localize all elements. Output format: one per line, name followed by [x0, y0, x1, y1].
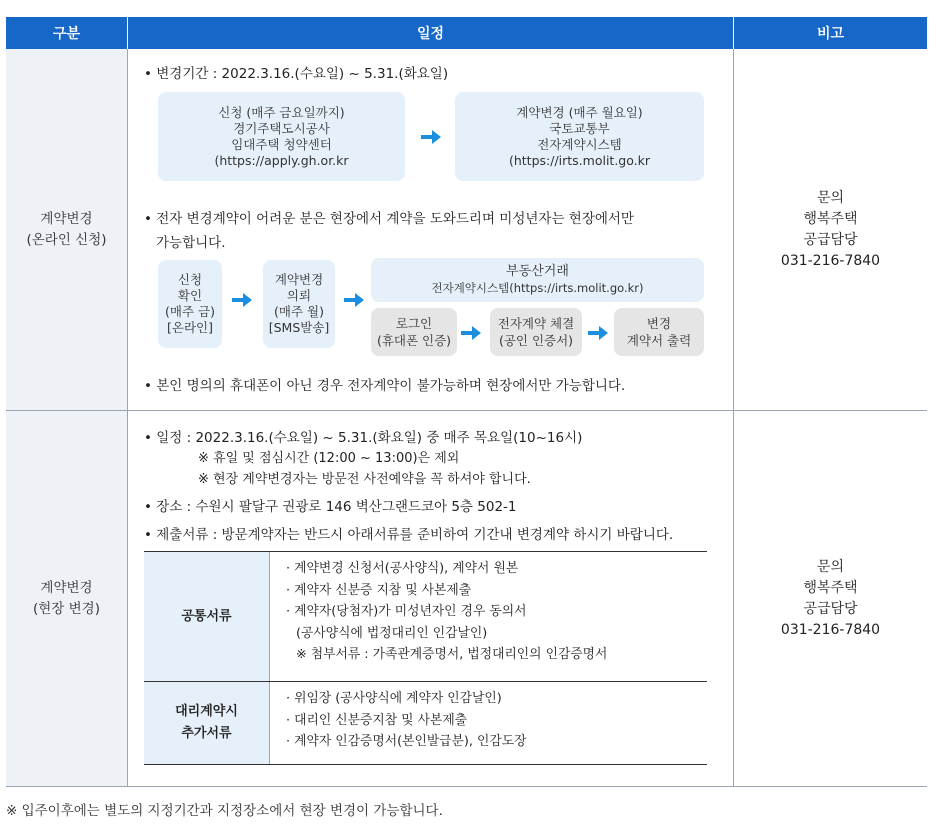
box-line: (휴대폰 인증): [376, 333, 452, 348]
remarks-phone: 031-216-7840: [780, 252, 881, 269]
login-box: [371, 308, 457, 356]
proxy-docs-list: [270, 682, 526, 764]
online-remarks: [734, 49, 927, 410]
onsite-place: • 장소 : 수원시 팔달구 권광로 146 벽산그랜드코아 5층 502-1: [144, 499, 517, 515]
online-schedule-cell: [128, 49, 734, 410]
header-remarks: 비고: [816, 26, 845, 42]
schedule-note-1: ※ 휴일 및 점심시간 (12:00 ~ 13:00)은 제외: [198, 451, 460, 466]
step-request-box: [263, 260, 335, 348]
header-schedule: 일정: [128, 17, 734, 49]
remarks-line: 문의: [816, 558, 845, 575]
box-line: 의뢰: [286, 288, 312, 303]
apply-box: [158, 92, 405, 181]
box-line: (https://apply.gh.or.kr: [214, 152, 349, 168]
label-line: (온라인 신청): [26, 231, 107, 248]
schedule-table: [6, 17, 927, 787]
box-line: (매주 월): [274, 304, 324, 319]
row-label-onsite: [6, 411, 128, 786]
box-line: 임대주택 청약센터: [231, 136, 332, 152]
table-header: [6, 17, 927, 49]
documents-table: [144, 551, 707, 765]
list-item: ※ 첨부서류 : 가족관계증명서, 법정대리인의 인감증명서: [296, 647, 608, 662]
box-line: 신청 (매주 금요일까지): [218, 104, 345, 120]
arrow-right-icon: [421, 130, 441, 144]
label-line: 추가서류: [181, 726, 232, 741]
arrow-right-icon: [461, 326, 481, 340]
list-item: · 계약변경 신청서(공사양식), 계약서 원본: [286, 561, 519, 576]
list-item: · 계약자 인감증명서(본인발급분), 인감도장: [286, 734, 527, 749]
box-line: [SMS발송]: [268, 320, 330, 335]
arrow-right-icon: [588, 326, 608, 340]
label-line: 계약변경: [40, 579, 93, 596]
electronic-note-line2: 가능합니다.: [156, 235, 226, 251]
label-line: 계약변경: [40, 210, 93, 227]
box-line: (https://irts.molit.go.kr: [508, 152, 651, 168]
proxy-docs-row: [144, 682, 707, 765]
onsite-schedule-cell: [128, 411, 734, 786]
list-item: (공사양식에 법정대리인 인감날인): [296, 625, 488, 641]
remarks-line: 행복주택: [803, 210, 858, 227]
common-docs-list: [270, 552, 607, 681]
docs-intro: • 제출서류 : 방문계약자는 반드시 아래서류를 준비하여 기간내 변경계약 하시기 바랍니다.: [144, 527, 674, 543]
sign-box: [490, 308, 582, 356]
list-item: · 대리인 신분증지참 및 사본제출: [286, 712, 468, 728]
change-box: [455, 92, 704, 181]
common-docs-label: 공통서류: [144, 552, 270, 681]
remarks-line: 공급담당: [803, 231, 858, 248]
header-category: 구분: [6, 17, 128, 49]
remarks-line: 공급담당: [803, 600, 858, 617]
box-title: 부동산거래: [506, 264, 569, 279]
table-row-onsite: [6, 411, 927, 787]
box-line: 전자계약시스템: [537, 136, 622, 152]
list-item: · 계약자 신분증 지참 및 사본제출: [286, 582, 472, 598]
remarks-line: 문의: [816, 189, 845, 206]
list-item: · 계약자(당첨자)가 미성년자인 경우 동의서: [286, 604, 527, 619]
onsite-remarks: [734, 411, 927, 786]
box-line: (공인 인증서): [498, 333, 574, 348]
box-line: (매주 금): [165, 304, 215, 319]
change-period: • 변경기간 : 2022.3.16.(수요일) ~ 5.31.(화요일): [144, 66, 449, 82]
electronic-note-line1: • 전자 변경계약이 어려운 분은 현장에서 계약을 도와드리며 미성년자는 현장에서만: [144, 211, 634, 227]
proxy-docs-label: [144, 682, 270, 764]
list-item: · 위임장 (공사양식에 계약자 인감날인): [286, 691, 502, 706]
print-box: [614, 308, 704, 356]
box-line: 경기주택도시공사: [233, 120, 330, 136]
onsite-schedule: • 일정 : 2022.3.16.(수요일) ~ 5.31.(화요일) 중 매주 목요일(10~16시): [144, 430, 583, 446]
step-apply-box: [158, 260, 222, 348]
box-subtitle: 전자계약시스템(https://irts.molit.go.kr): [431, 281, 644, 295]
box-line: 확인: [177, 288, 203, 303]
box-line: 변경: [646, 316, 672, 331]
arrow-right-icon: [232, 293, 252, 307]
remarks-phone: 031-216-7840: [780, 621, 881, 638]
footnote: ※ 입주이후에는 별도의 지정기간과 지정장소에서 현장 변경이 가능합니다.: [6, 803, 443, 819]
box-line: [온라인]: [167, 320, 213, 335]
box-line: 전자계약 체결: [497, 316, 575, 331]
box-line: 로그인: [395, 316, 433, 331]
arrow-right-icon: [344, 293, 364, 307]
remarks-line: 행복주택: [803, 579, 858, 596]
row-label-online: [6, 49, 128, 410]
box-line: 계약변경 (매주 월요일): [516, 104, 643, 120]
table-row-online: [6, 49, 927, 411]
box-line: 신청: [177, 272, 203, 287]
own-phone-note: • 본인 명의의 휴대폰이 아닌 경우 전자계약이 불가능하며 현장에서만 가능합니다.: [144, 378, 626, 394]
label-line: (현장 변경): [33, 600, 100, 617]
label-line: 대리계약시: [175, 704, 238, 719]
box-line: 국토교통부: [549, 120, 610, 136]
box-line: 계약서 출력: [626, 333, 692, 348]
common-docs-row: [144, 552, 707, 682]
schedule-note-2: ※ 현장 계약변경자는 방문전 사전예약을 꼭 하셔야 합니다.: [198, 472, 531, 487]
box-line: 계약변경: [274, 272, 324, 287]
realestate-system-box: [371, 258, 704, 302]
